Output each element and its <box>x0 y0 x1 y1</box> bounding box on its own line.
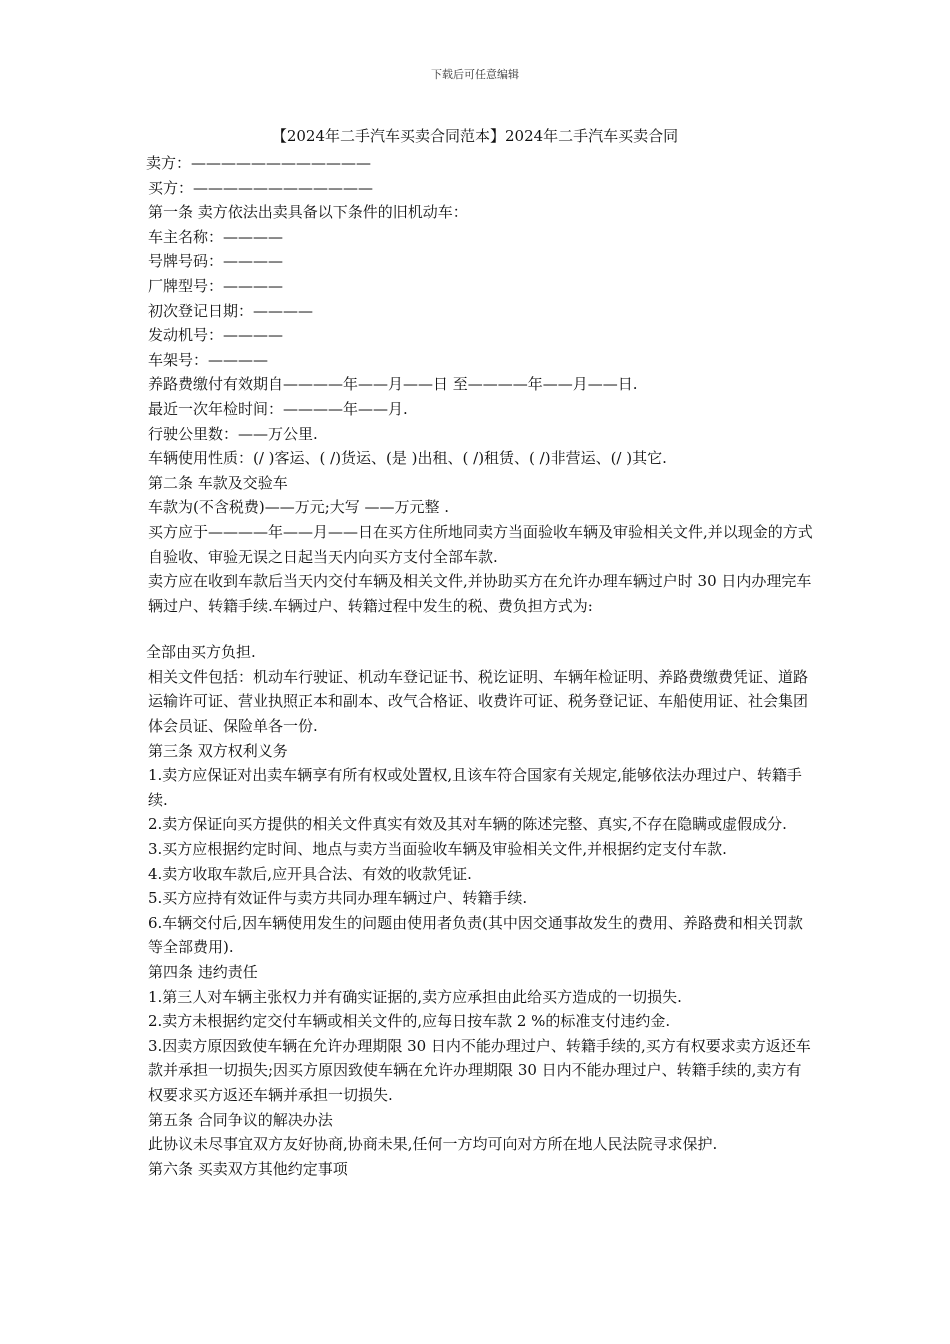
plate-number-line: 号牌号码：———— <box>148 252 284 271</box>
engine-number-line: 发动机号：———— <box>148 326 284 345</box>
page-header: 下载后可任意编辑 <box>431 68 519 81</box>
clause-3-6: 6.车辆交付后,因车辆使用发生的问题由使用者负责(其中因交通事故发生的费用、养路费和相关罚款等全部费用). <box>148 913 803 957</box>
delivery-paragraph: 卖方应在收到车款后当天内交付车辆及相关文件,并协助买方在允许办理车辆过户时 30 日内办理完车辆过户、转籍手续.车辆过户、转籍过程中发生的税、费负担方式为: <box>148 572 812 615</box>
article-2-heading: 第二条 车款及交验车 <box>148 473 288 492</box>
clause-3-1: 1.卖方应保证对出卖车辆享有所有权或处置权,且该车符合国家有关规定,能够依法办理过户、转籍手续. <box>148 766 802 809</box>
clause-4-1: 1.第三人对车辆主张权力并有确实证据的,卖方应承担由此给买方造成的一切损失. <box>148 987 682 1006</box>
article-5-heading: 第五条 合同争议的解决办法 <box>148 1110 333 1129</box>
owner-name-line: 车主名称：———— <box>148 227 284 246</box>
model-line: 厂牌型号：———— <box>148 276 284 295</box>
clause-3-3: 3.买方应根据约定时间、地点与卖方当面验收车辆及审验相关文件,并根据约定支付车款. <box>148 840 727 859</box>
clause-3-4: 4.卖方收取车款后,应开具合法、有效的收款凭证. <box>148 864 472 883</box>
clause-3-2: 2.卖方保证向买方提供的相关文件真实有效及其对车辆的陈述完整、真实,不存在隐瞒或虚假成分. <box>148 815 787 834</box>
clause-4-3: 3.因卖方原因致使车辆在允许办理期限 30 日内不能办理过户、转籍手续的,买方有权要求卖方返还车款并承担一切损失;因买方原因致使车辆在允许办理期限 30 日内不能办理过户、转籍手续的,卖方有权要求买方返还车辆并承担一切损失. <box>148 1036 811 1104</box>
first-registration-line: 初次登记日期：———— <box>148 301 314 320</box>
documents-paragraph: 相关文件包括：机动车行驶证、机动车登记证书、税讫证明、车辆年检证明、养路费缴费凭证、道路运输许可证、营业执照正本和副本、改气合格证、收费许可证、税务登记证、车船使用证、社会集团体会员证、保险单各一份. <box>148 667 809 736</box>
fee-burden-line: 全部由买方负担. <box>146 643 256 662</box>
article-6-heading: 第六条 买卖双方其他约定事项 <box>148 1159 348 1178</box>
document-title: 【2024年二手汽车买卖合同范本】2024年二手汽车买卖合同 <box>271 127 679 145</box>
seller-line: 卖方：———————————— <box>146 154 372 172</box>
clause-3-5: 5.买方应持有效证件与卖方共同办理车辆过户、转籍手续. <box>148 889 528 908</box>
article-4-heading: 第四条 违约责任 <box>148 963 258 981</box>
mileage-line: 行驶公里数：——万公里. <box>148 424 318 443</box>
payment-paragraph: 买方应于————年——月——日在买方住所地同卖方当面验收车辆及审验相关文件,并以现金的方式自验收、审验无误之日起当天内向买方支付全部车款. <box>148 522 813 566</box>
frame-number-line: 车架号：———— <box>148 350 269 369</box>
article-3-heading: 第三条 双方权利义务 <box>148 741 288 760</box>
price-line: 车款为(不含税费)——万元;大写 ——万元整 . <box>148 498 450 517</box>
buyer-line: 买方：———————————— <box>148 178 374 197</box>
dispute-paragraph: 此协议未尽事宜双方友好协商,协商未果,任何一方均可向对方所在地人民法院寻求保护. <box>148 1135 718 1154</box>
usage-type-line: 车辆使用性质：(/ )客运、( /)货运、(是 )出租、( /)租赁、( /)非营运、(/ )其它. <box>148 449 667 468</box>
document-body <box>146 151 814 1181</box>
clause-4-2: 2.卖方未根据约定交付车辆或相关文件的,应每日按车款 2 %的标准支付违约金. <box>148 1012 671 1031</box>
road-fee-line: 养路费缴付有效期自————年——月——日 至————年——月——日. <box>148 375 638 394</box>
inspection-line: 最近一次年检时间：————年——月. <box>148 399 408 418</box>
article-1-heading: 第一条 卖方依法出卖具备以下条件的旧机动车： <box>148 203 468 222</box>
